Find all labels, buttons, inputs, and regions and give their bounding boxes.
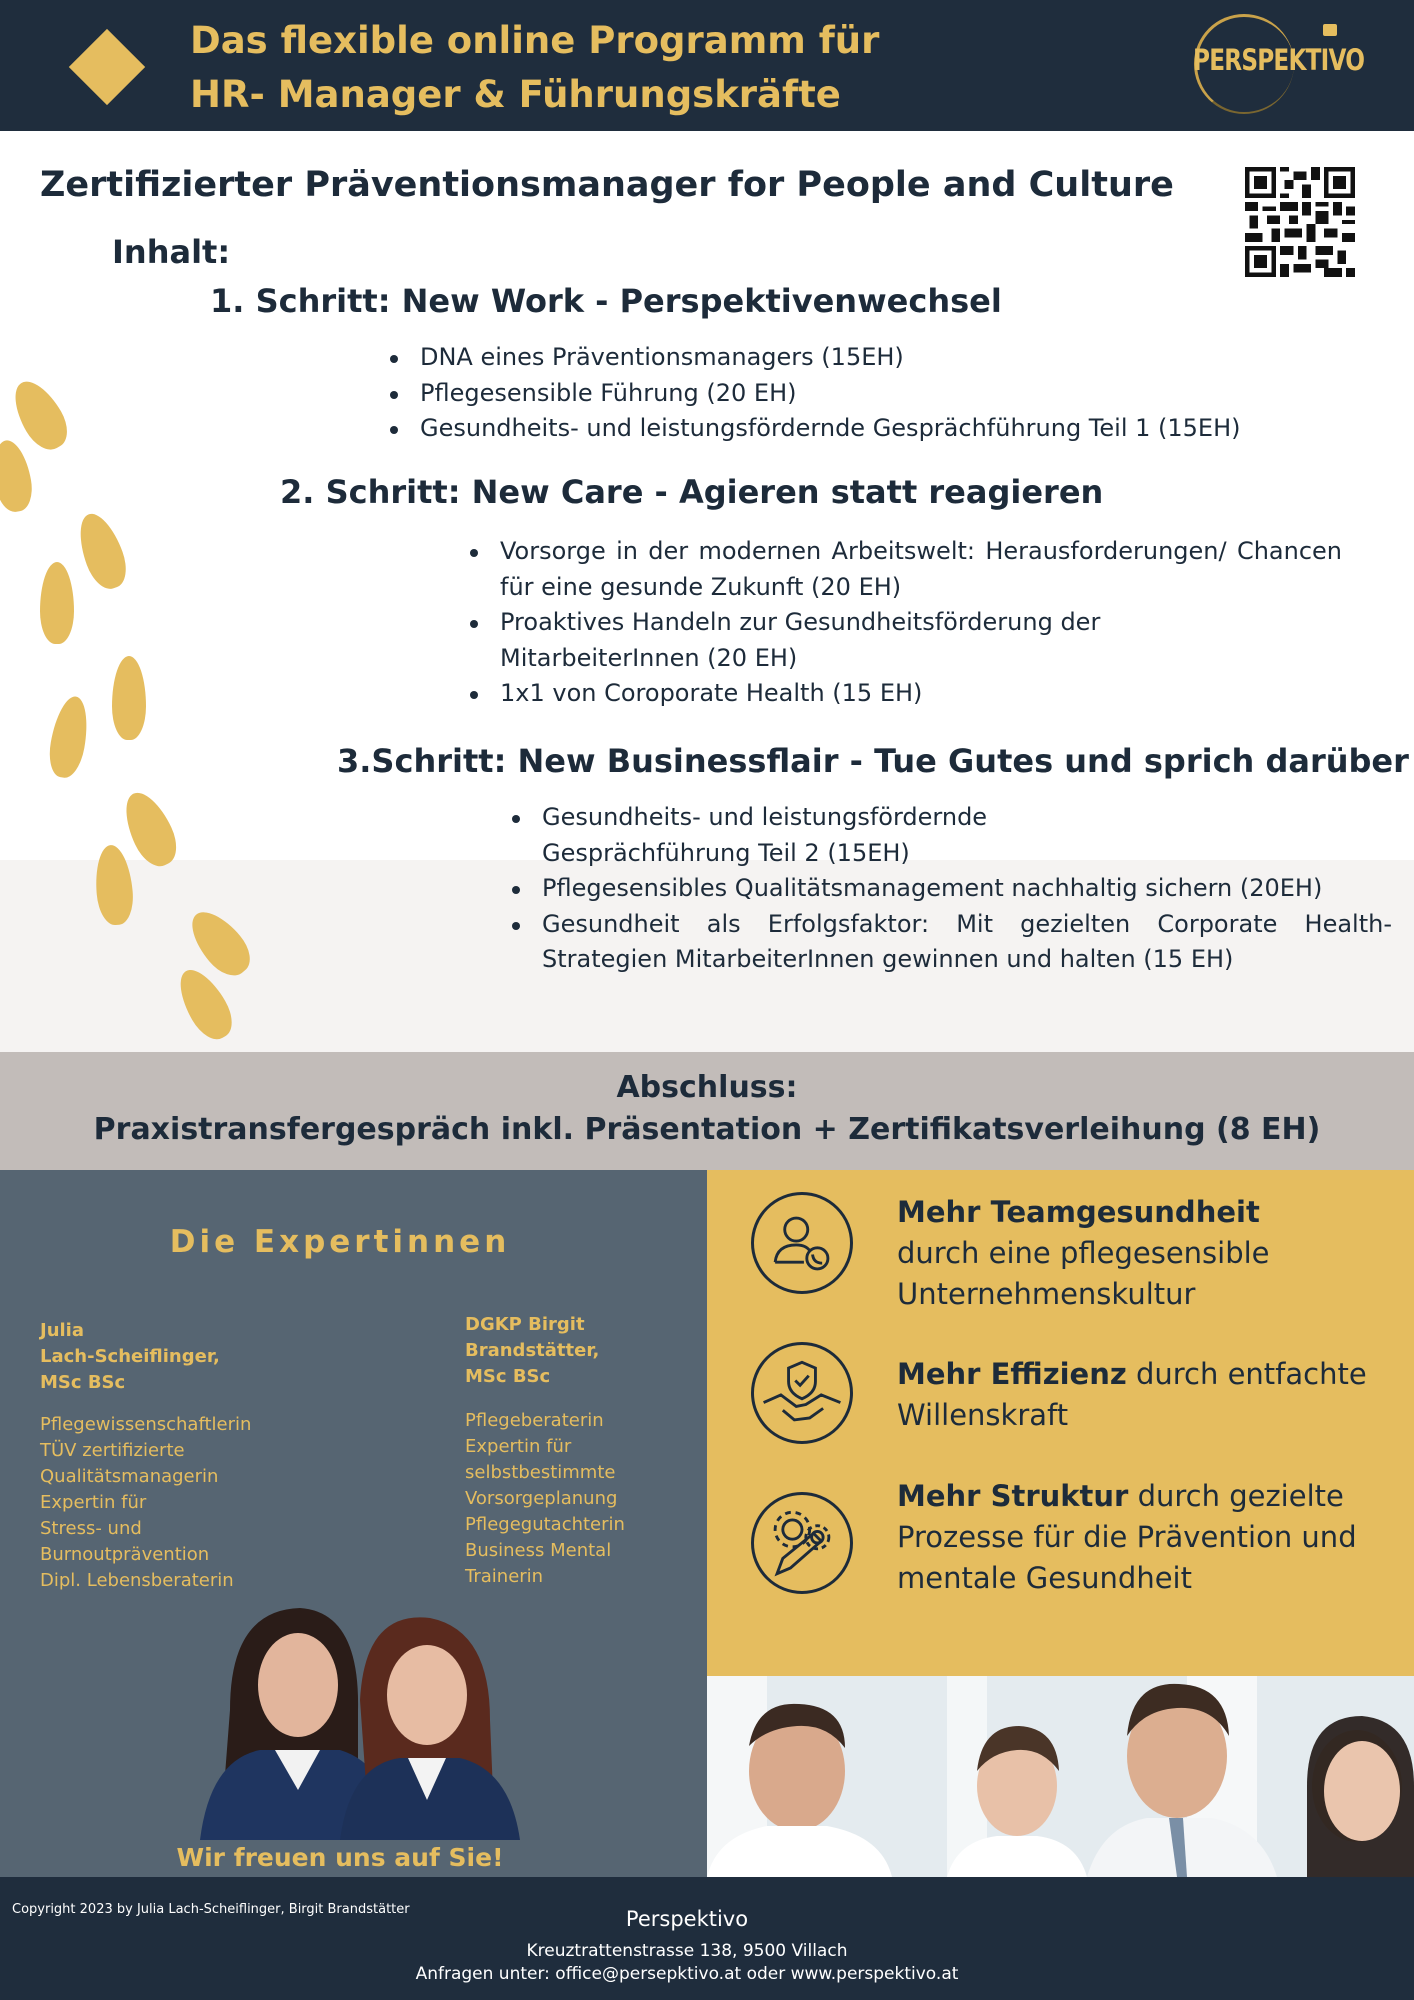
page-title: Zertifizierter Präventionsmanager for People and Culture (40, 165, 1174, 205)
perspektivo-logo (1188, 10, 1373, 118)
list-item: Vorsorge in der modernen Arbeitswelt: Herausforderungen/ Chancen für eine gesunde Zukunft (20 EH) (500, 534, 1342, 605)
expert-name-line: MSc BSc (40, 1372, 126, 1393)
expert-role: selbstbestimmte (465, 1462, 616, 1483)
expert-2-name (465, 1312, 599, 1390)
footprint-icon (0, 437, 36, 514)
handshake-shield-icon (751, 1342, 853, 1444)
expert-name-line: Julia (40, 1320, 84, 1341)
footprint-icon (112, 656, 146, 740)
header-title (190, 14, 879, 122)
expert-name-line: DGKP Birgit (465, 1314, 585, 1335)
benefit-efficiency (897, 1354, 1367, 1436)
footer (0, 1877, 1414, 2000)
footer-address: Kreuztrattenstrasse 138, 9500 Villach (526, 1941, 848, 1961)
expert-role: Expertin für (40, 1492, 147, 1513)
list-item: Gesundheits- und leistungsfördernde Gesprächführung Teil 1 (15EH) (420, 411, 1360, 447)
header-banner (0, 0, 1414, 131)
team-photo (707, 1676, 1414, 1877)
expert-role: Dipl. Lebensberaterin (40, 1570, 234, 1591)
expert-role: Qualitätsmanagerin (40, 1466, 219, 1487)
step-1-list (420, 340, 1360, 447)
contents-label: Inhalt: (112, 233, 231, 271)
expert-role: TÜV zertifizierte (40, 1440, 185, 1461)
welcome-text: Wir freuen uns auf Sie! (176, 1843, 504, 1872)
list-item: Pflegesensible Führung (20 EH) (420, 376, 1360, 412)
benefit-structure (897, 1476, 1367, 1599)
benefit-rest: durch gezielte Prozesse für die Prävention und mentale Gesundheit (897, 1479, 1357, 1595)
benefit-team-health (897, 1192, 1367, 1315)
footer-contact[interactable]: Anfragen unter: office@persepktivo.at oder www.perspektivo.at (415, 1964, 959, 1984)
step-1-title: 1. Schritt: New Work - Perspektivenwechsel (210, 282, 1002, 320)
copyright-text: Copyright 2023 by Julia Lach-Scheiflinger, Birgit Brandstätter (12, 1902, 410, 1917)
completion-label: Abschluss: (616, 1070, 798, 1105)
expert-1-roles (40, 1412, 251, 1594)
expert-role: Stress- und (40, 1518, 142, 1539)
expert-role: Pflegewissenschaftlerin (40, 1414, 252, 1435)
benefit-rest: durch eine pflegesensible Unternehmenskultur (897, 1236, 1270, 1311)
expert-role: Pflegeberaterin (465, 1410, 604, 1431)
footer-company-name: Perspektivo (625, 1907, 749, 1931)
benefit-bold: Mehr Teamgesundheit (897, 1195, 1260, 1229)
expert-role: Expertin für (465, 1436, 572, 1457)
list-item: Pflegesensibles Qualitätsmanagement nachhaltig sichern (20EH) (542, 871, 1362, 907)
expert-role: Pflegegutachterin (465, 1514, 625, 1535)
step-3-title: 3.Schritt: New Businessflair - Tue Gutes und sprich darüber (337, 742, 1409, 780)
footprint-icon (71, 508, 133, 594)
list-item: 1x1 von Coroporate Health (15 EH) (500, 676, 1342, 712)
diamond-icon (69, 29, 145, 105)
list-item: Gesundheits- und leistungsfördernde Gesprächführung Teil 2 (15EH) (542, 800, 1082, 871)
step-2-list (500, 534, 1342, 712)
experts-photo (190, 1590, 530, 1840)
step-2-title: 2. Schritt: New Care - Agieren statt reagieren (280, 473, 1104, 511)
expert-name-line: MSc BSc (465, 1366, 551, 1387)
header-title-line1: Das flexible online Programm für (190, 19, 880, 62)
expert-role: Business Mental (465, 1540, 612, 1561)
expert-2-roles (465, 1408, 625, 1590)
gear-pencil-icon (751, 1492, 853, 1594)
expert-name-line: Lach-Scheiflinger, (40, 1346, 220, 1367)
benefit-bold: Mehr Struktur (897, 1479, 1129, 1513)
expert-role: Burnoutprävention (40, 1544, 210, 1565)
footprint-icon (45, 694, 93, 781)
list-item: Proaktives Handeln zur Gesundheitsförderung der MitarbeiterInnen (20 EH) (500, 605, 1140, 676)
person-phone-icon (751, 1192, 853, 1294)
completion-text: Praxistransfergespräch inkl. Präsentation + Zertifikatsverleihung (8 EH) (93, 1112, 1321, 1147)
benefit-rest: durch entfachte Willenskraft (897, 1357, 1367, 1432)
benefits-panel (707, 1170, 1414, 1676)
benefit-bold: Mehr Effizienz (897, 1357, 1127, 1391)
expert-1-name (40, 1318, 220, 1396)
list-item: Gesundheit als Erfolgsfaktor: Mit gezielten Corporate Health-Strategien MitarbeiterInnen gewinnen und halten (15 EH) (542, 907, 1392, 978)
header-title-line2: HR- Manager & Führungskräfte (190, 73, 841, 116)
expert-role: Vorsorgeplanung (465, 1488, 618, 1509)
completion-band (0, 1052, 1414, 1170)
logo-badge-icon (1323, 24, 1337, 36)
logo-text: PERSPEKTIVO (1193, 43, 1365, 77)
list-item: DNA eines Präventionsmanagers (15EH) (420, 340, 1360, 376)
experts-title: Die Expertinnen (169, 1224, 511, 1260)
experts-panel (0, 1170, 707, 1877)
step-3-list (542, 800, 1392, 978)
qr-code-icon[interactable] (1245, 167, 1355, 277)
expert-name-line: Brandstätter, (465, 1340, 600, 1361)
footprint-icon (40, 562, 74, 644)
expert-role: Trainerin (465, 1566, 544, 1587)
